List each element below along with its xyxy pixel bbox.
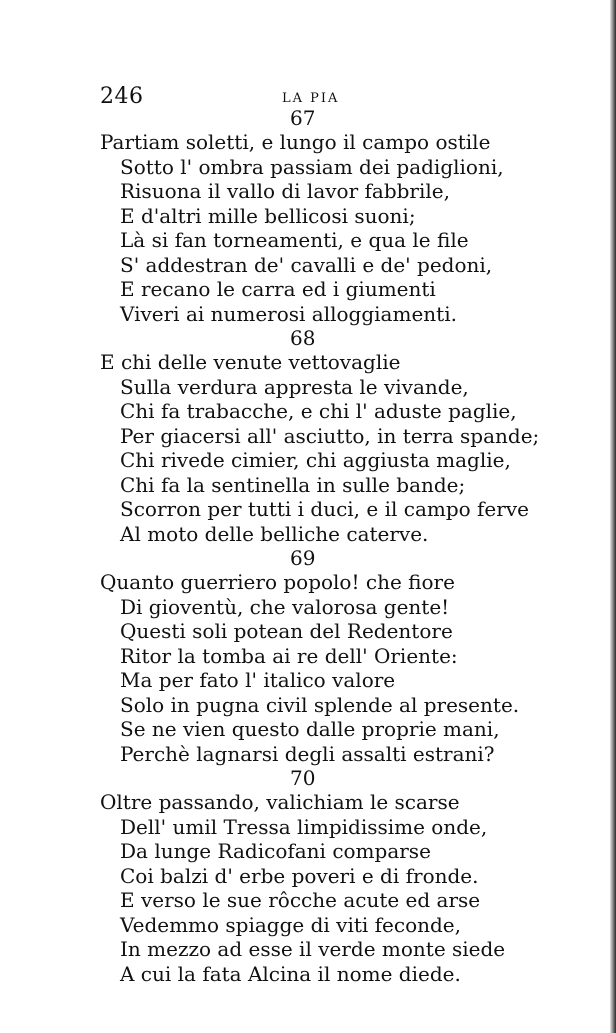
poem-body	[0, 106, 600, 986]
stanza-68	[0, 326, 600, 546]
verse-line: Ma per fato l' italico valore	[120, 668, 396, 692]
page-edge-shadow	[610, 0, 616, 1033]
verse-line: Chi fa trabacche, e chi l' aduste paglie,	[120, 399, 517, 423]
verse-line: Se ne vien questo dalle proprie mani,	[120, 717, 500, 741]
verse-line: Oltre passando, valichiam le scarse	[100, 790, 460, 814]
verse-line: Viveri ai numerosi alloggiamenti.	[120, 301, 457, 326]
stanza-number: 69	[290, 546, 316, 570]
verse-line: S' addestran de' cavalli e de' pedoni,	[120, 252, 493, 277]
verse-line: Risuona il vallo di lavor fabbrile,	[120, 179, 450, 203]
stanza-69	[0, 546, 600, 766]
verse-line: Chi rivede cimier, chi aggiusta maglie,	[120, 448, 511, 472]
verse-line: Dell' umil Tressa limpidissime onde,	[120, 814, 488, 839]
verse-line: Chi fa la sentinella in sulle bande;	[120, 472, 466, 497]
verse-line: Sotto l' ombra passiam dei padiglioni,	[120, 154, 504, 179]
stanza-70	[0, 766, 600, 986]
verse-line: Al moto delle belliche caterve.	[120, 521, 429, 546]
verse-line: Sulla verdura appresta le vivande,	[120, 374, 469, 399]
stanza-number: 68	[290, 326, 316, 350]
verse-line: E verso le sue rôcche acute ed arse	[120, 888, 481, 912]
verse-line: Per giacersi all' asciutto, in terra spande;	[120, 423, 540, 448]
verse-line: In mezzo ad esse il verde monte siede	[120, 937, 506, 961]
verse-line: E d'altri mille bellicosi suoni;	[120, 203, 416, 228]
stanza-number: 70	[290, 766, 316, 790]
verse-line: Quanto guerriero popolo! che fiore	[100, 570, 455, 594]
verse-line: Partiam soletti, e lungo il campo ostile	[100, 130, 491, 154]
verse-line: Coi balzi d' erbe poveri e di fronde.	[120, 863, 479, 888]
running-head: LA PIA	[282, 91, 340, 106]
verse-line: E recano le carra ed i giumenti	[120, 277, 436, 301]
page-number: 246	[100, 84, 144, 109]
stanza-67	[0, 106, 600, 326]
stanza-number: 67	[290, 106, 316, 130]
verse-line: Vedemmo spiagge di viti feconde,	[120, 912, 461, 937]
verse-line: Questi soli potean del Redentore	[120, 619, 453, 643]
verse-line: Di gioventù, che valorosa gente!	[120, 594, 450, 619]
verse-line: Da lunge Radicofani comparse	[120, 839, 431, 863]
verse-line: E chi delle venute vettovaglie	[100, 350, 401, 374]
verse-line: Perchè lagnarsi degli assalti estrani?	[120, 741, 495, 766]
verse-line: Ritor la tomba ai re dell' Oriente:	[120, 643, 458, 668]
verse-line: Là si fan torneamenti, e qua le file	[120, 228, 469, 252]
verse-line: Solo in pugna civil splende al presente.	[120, 692, 520, 717]
verse-line: Scorron per tutti i duci, e il campo ferve	[120, 497, 529, 521]
verse-line: A cui la fata Alcina il nome diede.	[120, 961, 461, 986]
